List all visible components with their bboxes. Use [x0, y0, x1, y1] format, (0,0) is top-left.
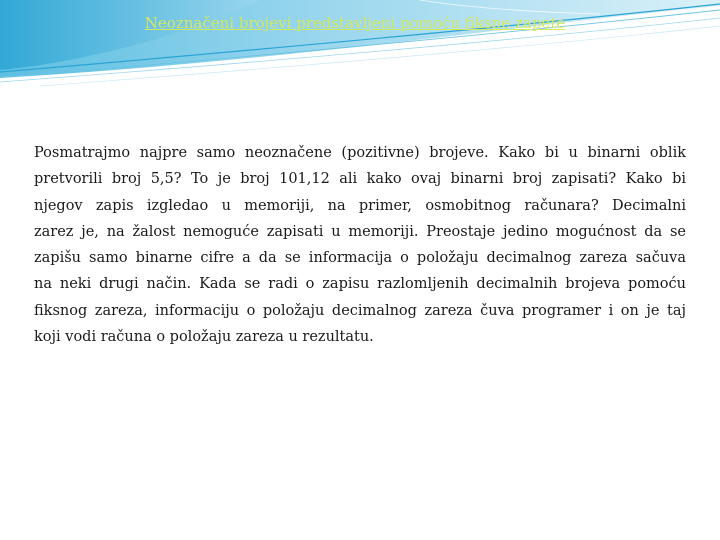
body-line: pretvorili broj 5,5? To je broj 101,12 ali kako ovaj binarni broj zapisati? Kako bi [34, 171, 686, 188]
slide-title: Neoznačeni brojevi predstavljeni pomoću fiksne zapete [144, 14, 566, 32]
body-line: njegov zapis izgledao u memoriji, na primer, osmobitnog računara? Decimalni [34, 197, 686, 214]
body-line: koji vodi računa o položaju zareza u rezultatu. [34, 329, 374, 346]
body-paragraph [34, 140, 686, 350]
body-line: fiksnog zareza, informaciju o položaju decimalnog zareza čuva programer i on je taj [34, 302, 686, 319]
body-line: na neki drugi način. Kada se radi o zapisu razlomljenih decimalnih brojeva pomoću [34, 276, 686, 293]
body-line: zapišu samo binarne cifre a da se informacija o položaju decimalnog zareza sačuva [34, 250, 686, 267]
body-line: Posmatrajmo najpre samo neoznačene (pozitivne) brojeve. Kako bi u binarni oblik [34, 145, 686, 161]
body-line: zarez je, na žalost nemoguće zapisati u memoriji. Preostaje jedino mogućnost da se [34, 223, 686, 240]
